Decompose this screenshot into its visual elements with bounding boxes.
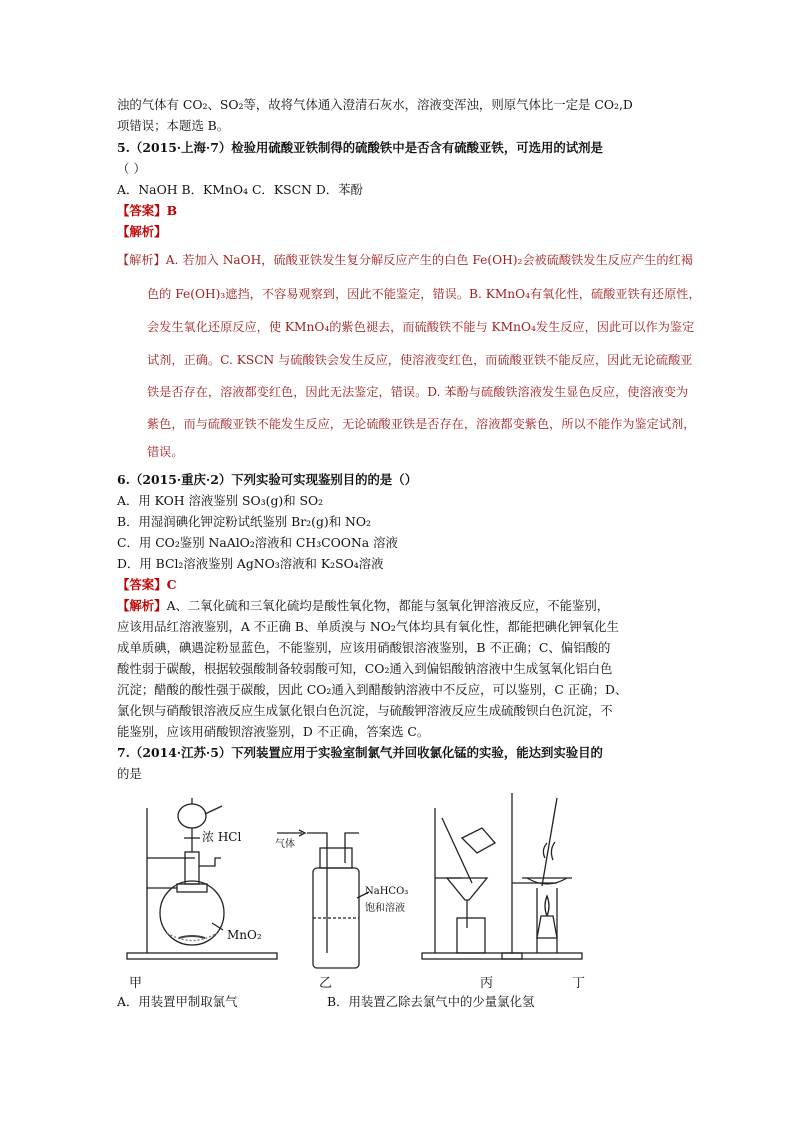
apparatus-bing — [422, 808, 522, 959]
label-yi: 乙 — [319, 976, 333, 991]
label-ding: 丁 — [572, 976, 586, 991]
question-6-option-b: B．用湿润碘化钾淀粉试纸鉴别 Br₂(g)和 NO₂ — [117, 514, 372, 529]
question-7-option-a: A．用装置甲制取氯气 — [117, 994, 238, 1009]
text-line: 项错误；本题选 B。 — [117, 118, 230, 133]
question-7-stem-cont: 的是 — [117, 766, 142, 781]
question-7-stem: 7.（2014·江苏·5）下列装置应用于实验室制氯气并回收氯化锰的实验，能达到实验目的 — [117, 745, 603, 760]
question-5-analysis-label: 【解析】 — [117, 224, 167, 239]
explanation-line: 【解析】A. 若加入 NaOH，硫酸亚铁发生复分解反应产生的白色 Fe(OH)₂会被硫酸铁发生反应产生的红褐 — [117, 253, 693, 267]
question-6-option-d: D．用 BCl₂溶液鉴别 AgNO₃溶液和 K₂SO₄溶液 — [117, 556, 384, 571]
explanation-line: 试剂，正确。C. KSCN 与硫酸铁会发生反应，使溶液变红色，而硫酸亚铁不能反应，因此无论硫酸亚 — [147, 353, 693, 367]
question-6-option-a: A．用 KOH 溶液鉴别 SO₃(g)和 SO₂ — [117, 493, 324, 508]
question-6-option-c: C．用 CO₂鉴别 NaAlO₂溶液和 CH₃COONa 溶液 — [117, 535, 398, 550]
explanation-line: 紫色，而与硫酸亚铁不能发生反应，无论硫酸亚铁是否存在，溶液都变紫色，所以不能作为鉴定试剂， — [147, 417, 696, 431]
explanation-line: 会发生氧化还原反应，使 KMnO₄的紫色褪去，而硫酸铁不能与 KMnO₄发生反应，因此可以作为鉴定 — [147, 320, 695, 334]
explanation-line: 铁是否存在，溶液都变红色，因此无法鉴定，错误。D. 苯酚与硫酸铁溶液发生显色反应，使溶液变为 — [147, 385, 689, 399]
label-gas: 气体 — [275, 839, 295, 850]
question-5-answer — [117, 201, 177, 221]
question-5-options: A．NaOH B．KMnO₄ C．KSCN D．苯酚 — [117, 182, 363, 197]
explanation-line: 成单质碘，碘遇淀粉显蓝色，不能鉴别，应该用硝酸银溶液鉴别，B 不正确；C、偏铝酸的 — [117, 640, 611, 655]
explanation-line: 能鉴别，应该用硝酸钡溶液鉴别，D 不正确，答案选 C。 — [117, 724, 430, 739]
label-mno2: MnO₂ — [227, 928, 262, 942]
question-5-number: 5.（2015·上海·7）检验用硫酸亚铁制得的硫酸铁中是否含有硫酸亚铁，可选用的试剂是 — [117, 140, 603, 155]
question-6-stem: 6.（2015·重庆·2）下列实验可实现鉴别目的的是（） — [117, 472, 418, 487]
explanation-line: 沉淀；醋酸的酸性强于碳酸，因此 CO₂通入到醋酸钠溶液中不反应，可以鉴别，C 正确；D、 — [117, 682, 628, 697]
label-nahco3: NaHCO₃ — [365, 886, 409, 897]
question-7-option-b: B．用装置乙除去氯气中的少量氯化氢 — [327, 994, 535, 1009]
question-5-bracket: （ ） — [117, 161, 146, 176]
label-conc-hcl: 浓 HCl — [202, 830, 242, 844]
label-bing: 丙 — [480, 976, 494, 991]
apparatus-drawing — [117, 788, 587, 998]
question-5-stem — [117, 138, 603, 158]
question-6-answer: 【答案】C — [117, 577, 177, 592]
explanation-line: 错误。 — [147, 445, 184, 459]
apparatus-ding — [502, 793, 582, 959]
explanation-line: 酸性弱于碳酸，根据较强酸制备较弱酸可知，CO₂通入到偏铝酸钠溶液中生成氢氧化铝白色 — [117, 661, 613, 676]
label-saturated-solution: 饱和溶液 — [365, 903, 405, 914]
question-6-explanation: 【解析】A、二氧化硫和三氧化硫均是酸性氧化物，都能与氢氧化钾溶液反应，不能鉴别， — [117, 598, 610, 613]
answer-value: B — [166, 203, 178, 218]
text-line: 浊的气体有 CO₂、SO₂等，故将气体通入澄清石灰水，溶液变浑浊，则原气体比一定是 CO₂,D — [117, 97, 633, 112]
answer-label: 【答案】 — [117, 203, 167, 218]
apparatus-yi — [277, 830, 369, 968]
apparatus-figures — [117, 788, 587, 998]
label-jia: 甲 — [129, 976, 143, 991]
explanation-line: 应该用品红溶液鉴别，A 不正确 B、单质溴与 NO₂气体均具有氧化性，都能把碘化钾氧化生 — [117, 619, 619, 634]
explanation-line: 氯化钡与硝酸银溶液反应生成氯化银白色沉淀，与硫酸钾溶液反应生成硫酸钡白色沉淀，不 — [117, 703, 613, 718]
explanation-line: 色的 Fe(OH)₃遮挡，不容易观察到，因此不能鉴定，错误。B. KMnO₄有氧化性，硫酸亚铁有还原性， — [147, 287, 701, 301]
